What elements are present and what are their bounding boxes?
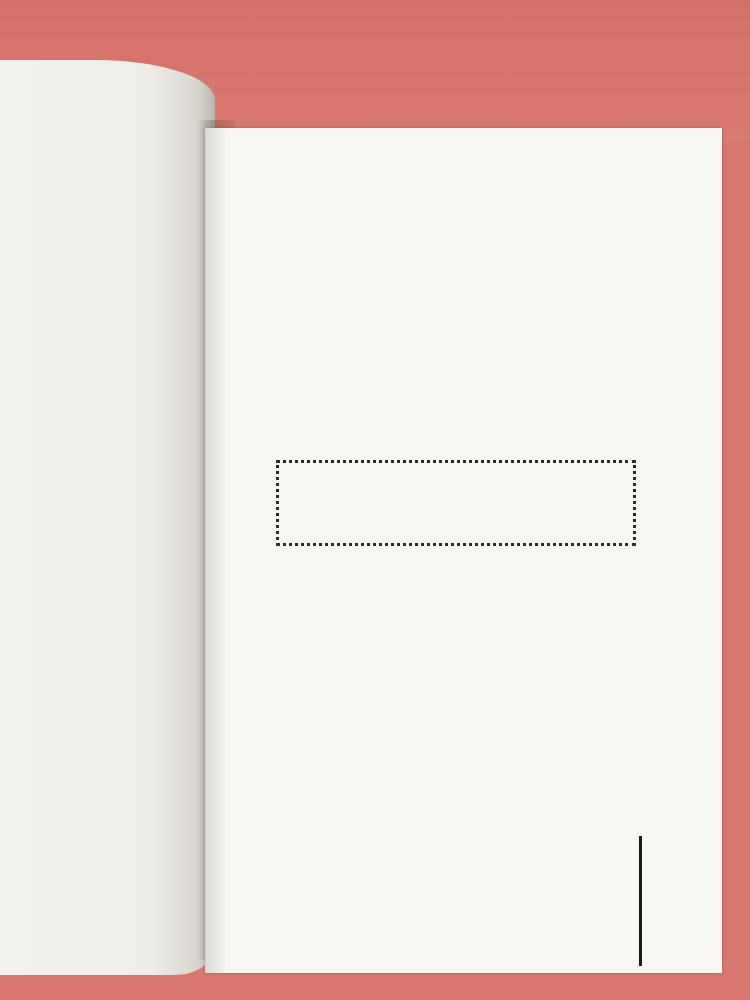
footer-divider <box>639 836 642 966</box>
left-page-text <box>0 110 212 120</box>
left-page <box>0 60 215 975</box>
callout-box <box>276 460 636 546</box>
right-page <box>205 128 722 973</box>
page-edge-shadow <box>205 128 227 973</box>
